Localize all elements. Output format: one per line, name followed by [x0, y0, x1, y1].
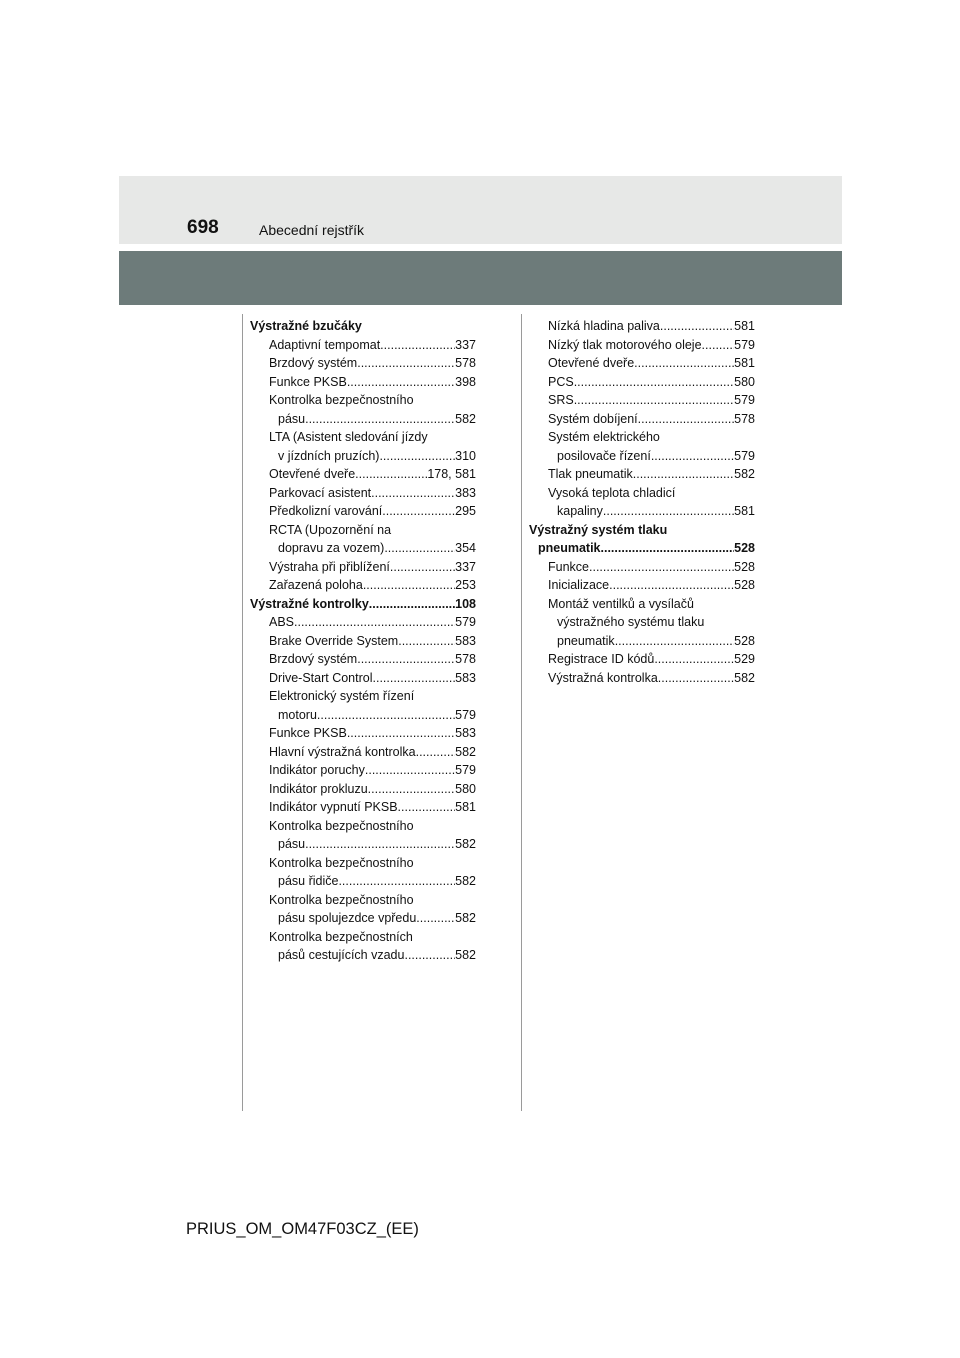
leader-dots	[384, 539, 455, 558]
index-column-left	[250, 317, 476, 965]
index-entry	[529, 336, 755, 355]
index-entry	[529, 410, 755, 429]
index-entry	[529, 391, 755, 410]
entry-label: Brzdový systém	[269, 356, 358, 370]
leader-dots	[363, 576, 455, 595]
entry-page: 528	[734, 633, 755, 648]
index-line: Elektronický systém řízení	[269, 689, 415, 703]
leader-dots	[416, 909, 455, 928]
entry-label: Brzdový systém	[269, 652, 358, 666]
index-line: Kontrolka bezpečnostního	[269, 855, 414, 870]
index-entry	[250, 872, 476, 891]
index-entry	[250, 354, 476, 373]
entry-label: Výstraha při přiblížení	[269, 559, 390, 574]
index-entry	[529, 632, 755, 651]
leader-dots	[615, 632, 734, 651]
entry-page: 398	[455, 374, 476, 389]
entry-label: Indikátor vypnutí PKSB	[269, 800, 398, 814]
leader-dots	[357, 354, 455, 373]
leader-dots	[379, 447, 455, 466]
entry-label: Indikátor poruchy	[269, 763, 365, 777]
column-rule-left	[242, 314, 243, 1111]
leader-dots	[603, 502, 734, 521]
leader-dots	[382, 502, 455, 521]
entry-page: 337	[455, 337, 476, 352]
index-entry	[529, 558, 755, 577]
entry-page: 582	[455, 837, 476, 851]
entry-page: 579	[455, 707, 476, 722]
leader-dots	[357, 650, 455, 669]
entry-label: pneumatik	[557, 633, 615, 648]
leader-dots	[398, 632, 455, 651]
entry-page: 528	[734, 559, 755, 574]
entry-page: 582	[455, 411, 476, 426]
entry-label: dopravu za vozem)	[278, 541, 385, 555]
entry-page: 383	[455, 485, 476, 500]
entry-page: 579	[734, 448, 755, 463]
leader-dots	[368, 780, 455, 799]
entry-page: 108	[455, 596, 476, 611]
index-entry	[529, 447, 755, 466]
entry-page: 582	[455, 874, 476, 888]
index-entry	[250, 447, 476, 466]
entry-label: Výstražná kontrolka	[548, 670, 658, 685]
index-entry	[250, 576, 476, 595]
leader-dots	[317, 706, 455, 725]
leader-dots	[654, 650, 734, 669]
leader-dots	[347, 724, 455, 743]
index-entry	[250, 946, 476, 965]
entry-label: Parkovací asistent	[269, 485, 372, 500]
index-entry	[250, 373, 476, 392]
entry-page: 582	[734, 670, 755, 685]
index-entry	[250, 909, 476, 928]
index-entry	[250, 650, 476, 669]
index-line: Systém elektrického	[548, 430, 660, 444]
leader-dots	[373, 669, 456, 688]
entry-label: pásu spolujezdce vpředu	[278, 911, 417, 925]
index-line: Kontrolka bezpečnostních	[269, 929, 413, 944]
entry-label: posilovače řízení	[557, 448, 651, 463]
leader-dots	[398, 798, 456, 817]
entry-label: Indikátor prokluzu	[269, 781, 368, 796]
entry-label: SRS	[548, 393, 574, 407]
index-line: RCTA (Upozornění na	[269, 522, 392, 537]
index-entry	[250, 465, 476, 484]
entry-label: Otevřené dveře	[548, 356, 635, 370]
index-entry	[250, 484, 476, 503]
leader-dots	[574, 373, 734, 392]
leader-dots	[658, 669, 734, 688]
leader-dots	[338, 872, 455, 891]
entry-label: Hlavní výstražná kontrolka	[269, 744, 416, 759]
entry-page: 581	[734, 319, 755, 333]
entry-page: 253	[455, 578, 476, 592]
index-entry	[529, 669, 755, 688]
entry-page: 582	[455, 744, 476, 759]
leader-dots	[651, 447, 734, 466]
leader-dots	[702, 336, 735, 355]
index-entry	[529, 317, 755, 336]
entry-label: kapaliny	[557, 504, 603, 518]
entry-page: 583	[455, 633, 476, 648]
leader-dots	[355, 465, 427, 484]
entry-label: PCS	[548, 374, 574, 389]
entry-label: Otevřené dveře	[269, 467, 356, 481]
leader-dots	[416, 743, 456, 762]
entry-label: Výstražné kontrolky	[250, 596, 369, 611]
entry-label: motoru	[278, 707, 317, 722]
entry-page: 295	[455, 504, 476, 518]
entry-page: 583	[455, 670, 476, 685]
index-entry	[529, 373, 755, 392]
entry-label: Registrace ID kódů	[548, 652, 655, 666]
entry-label: pneumatik	[538, 541, 601, 555]
entry-page: 337	[455, 559, 476, 574]
index-line: Výstražný systém tlaku	[529, 522, 668, 537]
leader-dots	[305, 835, 455, 854]
entry-label: Funkce	[548, 559, 589, 574]
entry-page: 579	[455, 763, 476, 777]
entry-label: Brake Override System	[269, 633, 399, 648]
leader-dots	[369, 595, 455, 614]
entry-page: 582	[455, 911, 476, 925]
leader-dots	[365, 761, 455, 780]
index-entry	[250, 761, 476, 780]
leader-dots	[305, 410, 455, 429]
header-band	[119, 176, 842, 244]
leader-dots	[380, 336, 455, 355]
index-line: Kontrolka bezpečnostního	[269, 818, 414, 833]
index-entry	[529, 465, 755, 484]
index-entry	[250, 706, 476, 725]
entry-page: 579	[455, 615, 476, 629]
index-line: Vysoká teplota chladicí	[548, 485, 676, 500]
entry-page: 581	[455, 800, 476, 814]
entry-page: 579	[734, 393, 755, 407]
entry-label: Adaptivní tempomat	[269, 337, 381, 352]
index-entry	[250, 336, 476, 355]
entry-label: pásu řidiče	[278, 874, 339, 888]
entry-label: Inicializace	[548, 578, 610, 592]
index-entry	[250, 613, 476, 632]
index-column-right	[529, 317, 755, 687]
index-entry	[529, 650, 755, 669]
index-entry	[250, 632, 476, 651]
entry-page: 579	[734, 337, 755, 352]
entry-label: Tlak pneumatik	[548, 467, 633, 481]
page-number: 698	[187, 217, 219, 238]
index-entry	[250, 410, 476, 429]
entry-label: pásu	[278, 411, 306, 426]
index-entry	[250, 780, 476, 799]
leader-dots	[404, 946, 455, 965]
index-line: Kontrolka bezpečnostního	[269, 393, 414, 407]
entry-page: 528	[734, 541, 755, 555]
entry-page: 583	[455, 726, 476, 740]
leader-dots	[347, 373, 455, 392]
entry-page: 528	[734, 578, 755, 592]
header-dark-band	[119, 251, 842, 305]
index-entry	[250, 595, 476, 614]
entry-page: 581	[734, 356, 755, 370]
index-line: výstražného systému tlaku	[557, 615, 705, 629]
index-entry	[250, 669, 476, 688]
entry-page: 578	[455, 356, 476, 370]
index-entry	[250, 724, 476, 743]
entry-label: pásu	[278, 837, 306, 851]
leader-dots	[633, 465, 734, 484]
entry-label: Drive-Start Control	[269, 670, 373, 685]
leader-dots	[371, 484, 455, 503]
document-code: PRIUS_OM_OM47F03CZ_(EE)	[186, 1220, 419, 1238]
index-entry	[529, 539, 755, 558]
leader-dots	[589, 558, 734, 577]
leader-dots	[294, 613, 455, 632]
index-entry	[529, 502, 755, 521]
index-entry	[250, 743, 476, 762]
leader-dots	[390, 558, 455, 577]
entry-page: 580	[455, 781, 476, 796]
index-entry	[250, 798, 476, 817]
leader-dots	[638, 410, 735, 429]
entry-label: Zařazená poloha	[269, 578, 363, 592]
leader-dots	[660, 317, 734, 336]
entry-page: 529	[734, 652, 755, 666]
index-entry	[250, 539, 476, 558]
entry-page: 578	[734, 411, 755, 426]
entry-page: 178, 581	[427, 467, 476, 481]
entry-page: 310	[455, 448, 476, 463]
entry-page: 578	[455, 652, 476, 666]
leader-dots	[601, 539, 735, 558]
leader-dots	[609, 576, 734, 595]
entry-label: pásů cestujících vzadu	[278, 948, 405, 962]
entry-label: Systém dobíjení	[548, 411, 638, 426]
index-line: Výstražné bzučáky	[250, 319, 362, 333]
section-title: Abecední rejstřík	[259, 222, 365, 238]
entry-label: Nízká hladina paliva	[548, 319, 660, 333]
leader-dots	[574, 391, 734, 410]
leader-dots	[634, 354, 734, 373]
entry-label: Nízký tlak motorového oleje	[548, 337, 702, 352]
entry-label: Funkce PKSB	[269, 374, 347, 389]
entry-page: 581	[734, 504, 755, 518]
entry-label: Funkce PKSB	[269, 726, 347, 740]
entry-page: 580	[734, 374, 755, 389]
index-line: LTA (Asistent sledování jízdy	[269, 430, 428, 444]
index-line: Montáž ventilků a vysílačů	[548, 596, 694, 611]
entry-page: 354	[455, 541, 476, 555]
entry-page: 582	[734, 467, 755, 481]
index-entry	[250, 502, 476, 521]
entry-label: v jízdních pruzích)	[278, 448, 380, 463]
entry-label: Předkolizní varování	[269, 504, 383, 518]
index-entry	[529, 576, 755, 595]
entry-label: ABS	[269, 615, 295, 629]
index-entry	[250, 558, 476, 577]
index-entry	[250, 835, 476, 854]
index-line: Kontrolka bezpečnostního	[269, 892, 414, 907]
entry-page: 582	[455, 948, 476, 962]
index-entry	[529, 354, 755, 373]
column-rule-middle	[521, 314, 522, 1111]
